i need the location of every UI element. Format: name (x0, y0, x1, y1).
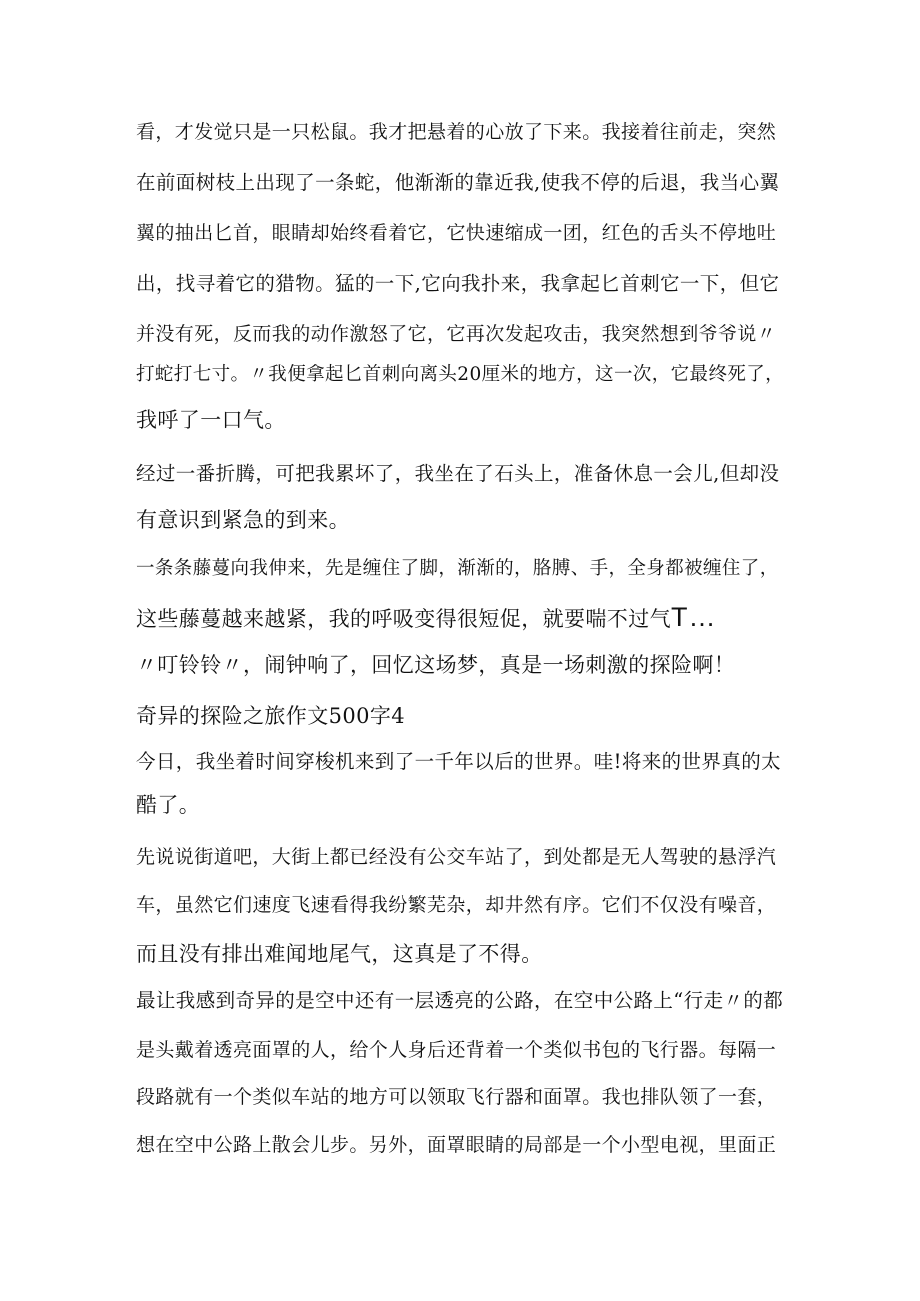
text-line: 翼的抽出匕首，眼睛却始终看着它，它快速缩成一团，红色的舌头不停地吐 (136, 222, 777, 244)
text-line: 我呼了一口气。 (136, 408, 286, 432)
section-heading: 奇异的探险之旅作文500字4 (136, 704, 406, 728)
text-line: 并没有死，反而我的动作激怒了它，它再次发起攻击，我突然想到爷爷说〃 (136, 323, 777, 345)
text-line: 段路就有一个类似车站的地方可以领取飞行器和面罩。我也排队领了一套， (136, 1086, 777, 1108)
text-line: 先说说街道吧，大街上都已经没有公交车站了，到处都是无人驾驶的悬浮汽 (136, 846, 777, 868)
text-line: 想在空中公路上散会儿步。另外，面罩眼睛的局部是一个小型电视，里面正 (136, 1134, 777, 1156)
text-line: 车，虽然它们速度飞速看得我纷繁芜杂，却井然有序。它们不仅没有噪音， (136, 894, 777, 916)
text-line: 是头戴着透亮面罩的人，给个人身后还背着一个类似书包的飞行器。每隔一 (136, 1039, 777, 1061)
text-line-main: 这些藤蔓越来越紧，我的呼吸变得很短促，就要喘不过气 (136, 607, 671, 631)
text-line: 酷了。 (136, 793, 201, 817)
text-line: 出，找寻着它的猎物。猛的一下,它向我扑来，我拿起匕首刺它一下，但它 (136, 272, 780, 295)
text-line: 最让我感到奇异的是空中还有一层透亮的公路，在空中公路上“行走〃的都 (136, 989, 784, 1012)
text-line: 看，才发觉只是一只松鼠。我才把悬着的心放了下来。我接着往前走，突然 (136, 121, 777, 143)
text-line-ellipsis: T… (671, 602, 717, 632)
text-line: 有意识到紧急的到来。 (136, 508, 350, 532)
text-line: 一条条藤蔓向我伸来，先是缠住了脚，渐渐的，胳膊、手，全身都被缠住了， (136, 558, 779, 579)
text-line (136, 603, 717, 631)
text-line: 而且没有排出难闻地尾气，这真是了不得。 (136, 942, 543, 966)
text-line: 今日，我坐着时间穿梭机来到了一千年以后的世界。哇!将来的世界真的太 (136, 750, 782, 773)
text-line: 在前面树枝上出现了一条蛇，他渐渐的靠近我,使我不停的后退，我当心翼 (136, 171, 780, 194)
text-line: 〃叮铃铃〃，闹钟响了，回忆这场梦，真是一场刺激的探险啊！ (136, 653, 736, 677)
text-line: 经过一番折腾，可把我累坏了，我坐在了石头上，准备休息一会儿,但却没 (136, 462, 780, 485)
text-line: 打蛇打七寸。〃我便拿起匕首刺向离头20厘米的地方，这一次，它最终死了， (136, 364, 785, 385)
